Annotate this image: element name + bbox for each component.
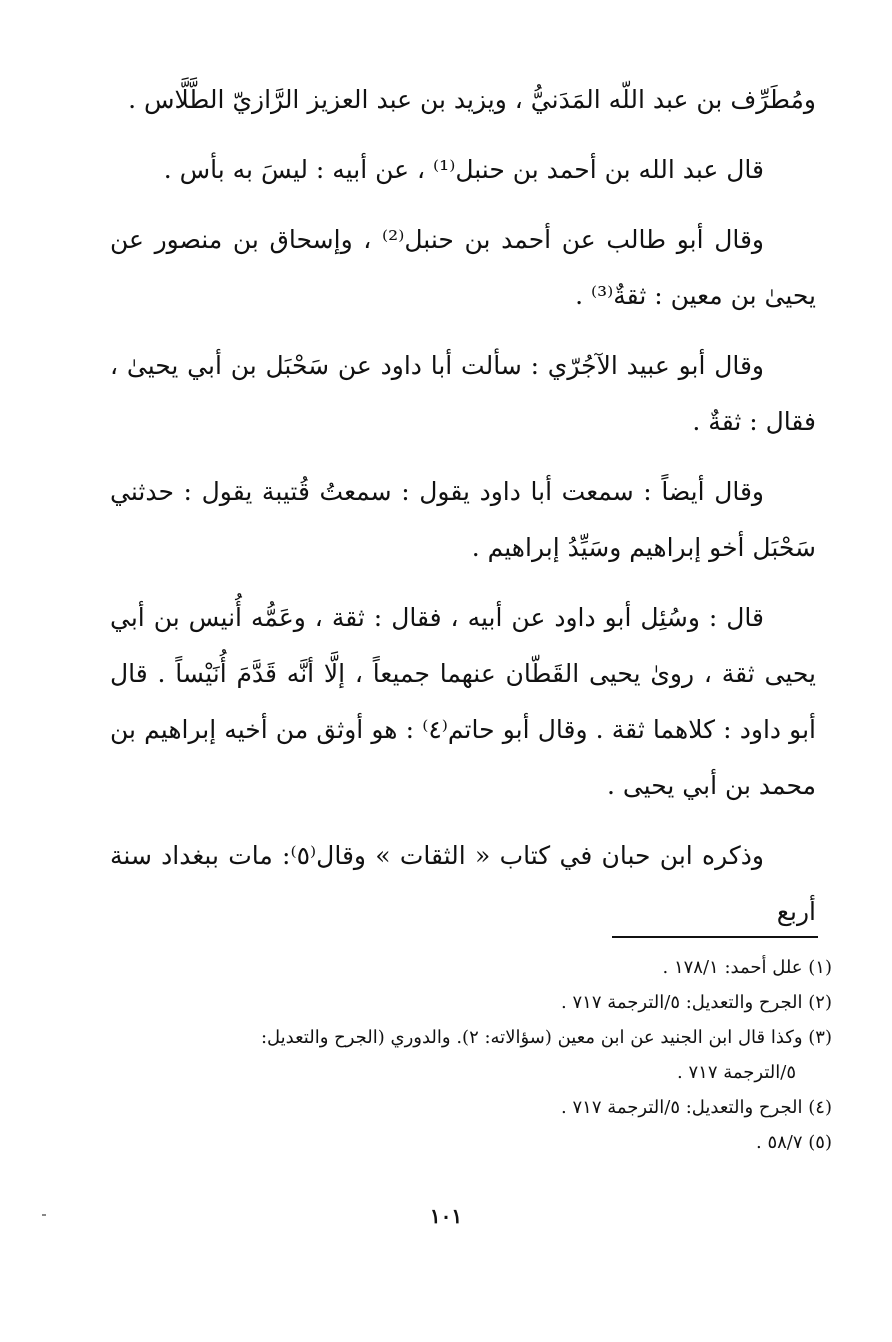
paragraph-2: قال عبد الله بن أحمد بن حنبل⁽¹⁾ ، عن أبيه : ليسَ به بأس . [163,155,764,184]
paragraph-3: وقال أبو طالب عن أحمد بن حنبل⁽²⁾ ، وإسحاق بن منصور عن يحيىٰ بن معين : ثقةٌ⁽³⁾ . [110,225,816,310]
paragraph-1: ومُطَرِّف بن عبد اللّه المَدَنيُّ ، ويزيد بن عبد العزيز الرَّازيّ الطَّلَّاس . [128,85,816,114]
footnote-1: (١) علل أحمد: ١٧٨/١ . [662,957,832,978]
footnotes [120,950,832,1160]
paragraph-7: وذكره ابن حبان في كتاب « الثقات » وقال⁽٥⁾: مات ببغداد سنة أربع [110,841,816,926]
footnote-separator [612,936,818,938]
paragraph-6: قال : وسُئِل أبو داود عن أبيه ، فقال : ثقة ، وعَمُّه أُنيس بن أبي يحيى ثقة ، روىٰ يحيى القَطّان عنهما جميعاً ، إلَّا أنَّه قَدَّمَ أُنَيْساً . قال أبو داود : كلاهما ثقة . وقال أبو حاتم⁽٤⁾ : هو أوثق من أخيه إبراهيم بن محمد بن أبي يحيى . [110,603,816,800]
page-number: ١٠١ [429,1204,463,1228]
footnote-2: (٢) الجرح والتعديل: ٥/الترجمة ٧١٧ . [561,992,832,1013]
footnote-4: (٤) الجرح والتعديل: ٥/الترجمة ٧١٧ . [561,1097,832,1118]
paragraph-5: وقال أيضاً : سمعت أبا داود يقول : سمعتُ قُتيبة يقول : حدثني سَحْبَل أخو إبراهيم وسَيِّدُ إبراهيم . [110,477,816,562]
main-text [110,72,816,954]
footnote-5: (٥) ٥٨/٧ . [756,1132,832,1153]
paragraph-4: وقال أبو عبيد الآجُرّي : سألت أبا داود عن سَحْبَل بن أبي يحيىٰ ، فقال : ثقةٌ . [110,351,816,436]
footnote-3-continuation: ٥/الترجمة ٧١٧ . [677,1062,796,1083]
footnote-3: (٣) وكذا قال ابن الجنيد عن ابن معين (سؤالاته: ٢). والدوري (الجرح والتعديل: [260,1027,832,1048]
